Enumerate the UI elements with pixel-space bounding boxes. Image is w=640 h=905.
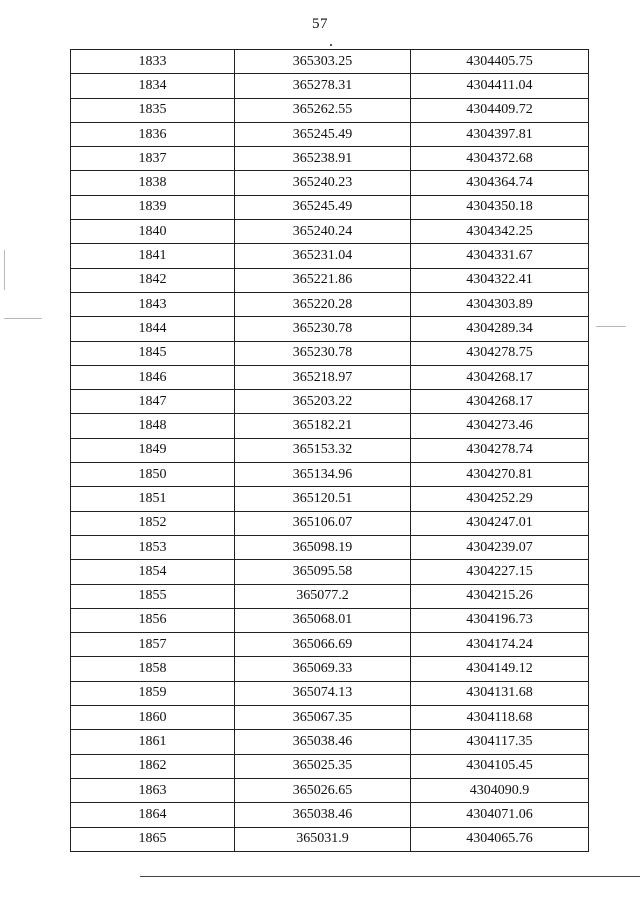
point-number-cell: 1857 xyxy=(71,633,235,657)
table-row xyxy=(71,633,589,657)
y-coordinate-cell: 4304411.04 xyxy=(411,74,589,98)
x-coordinate-cell: 365303.25 xyxy=(235,50,411,74)
x-coordinate-cell: 365106.07 xyxy=(235,511,411,535)
point-number-cell: 1846 xyxy=(71,365,235,389)
x-coordinate-cell: 365231.04 xyxy=(235,244,411,268)
table-row xyxy=(71,122,589,146)
y-coordinate-cell: 4304196.73 xyxy=(411,608,589,632)
table-row xyxy=(71,681,589,705)
point-number-cell: 1852 xyxy=(71,511,235,535)
y-coordinate-cell: 4304149.12 xyxy=(411,657,589,681)
x-coordinate-cell: 365077.2 xyxy=(235,584,411,608)
coordinates-table-body xyxy=(71,50,589,852)
scan-mark-left-upper xyxy=(4,250,5,290)
x-coordinate-cell: 365262.55 xyxy=(235,98,411,122)
x-coordinate-cell: 365153.32 xyxy=(235,438,411,462)
y-coordinate-cell: 4304397.81 xyxy=(411,122,589,146)
bottom-rule xyxy=(140,876,640,877)
point-number-cell: 1862 xyxy=(71,754,235,778)
point-number-cell: 1841 xyxy=(71,244,235,268)
x-coordinate-cell: 365066.69 xyxy=(235,633,411,657)
y-coordinate-cell: 4304364.74 xyxy=(411,171,589,195)
y-coordinate-cell: 4304105.45 xyxy=(411,754,589,778)
x-coordinate-cell: 365038.46 xyxy=(235,730,411,754)
table-row xyxy=(71,706,589,730)
y-coordinate-cell: 4304118.68 xyxy=(411,706,589,730)
y-coordinate-cell: 4304252.29 xyxy=(411,487,589,511)
x-coordinate-cell: 365230.78 xyxy=(235,317,411,341)
table-row xyxy=(71,438,589,462)
y-coordinate-cell: 4304131.68 xyxy=(411,681,589,705)
y-coordinate-cell: 4304071.06 xyxy=(411,803,589,827)
y-coordinate-cell: 4304289.34 xyxy=(411,317,589,341)
point-number-cell: 1851 xyxy=(71,487,235,511)
point-number-cell: 1860 xyxy=(71,706,235,730)
point-number-cell: 1865 xyxy=(71,827,235,851)
x-coordinate-cell: 365095.58 xyxy=(235,560,411,584)
y-coordinate-cell: 4304117.35 xyxy=(411,730,589,754)
table-row xyxy=(71,778,589,802)
x-coordinate-cell: 365068.01 xyxy=(235,608,411,632)
y-coordinate-cell: 4304303.89 xyxy=(411,292,589,316)
page-tick-mark xyxy=(330,44,332,46)
table-row xyxy=(71,535,589,559)
point-number-cell: 1849 xyxy=(71,438,235,462)
table-row xyxy=(71,98,589,122)
x-coordinate-cell: 365182.21 xyxy=(235,414,411,438)
y-coordinate-cell: 4304239.07 xyxy=(411,535,589,559)
point-number-cell: 1835 xyxy=(71,98,235,122)
x-coordinate-cell: 365230.78 xyxy=(235,341,411,365)
x-coordinate-cell: 365098.19 xyxy=(235,535,411,559)
x-coordinate-cell: 365221.86 xyxy=(235,268,411,292)
table-row xyxy=(71,74,589,98)
table-row xyxy=(71,511,589,535)
point-number-cell: 1837 xyxy=(71,147,235,171)
point-number-cell: 1843 xyxy=(71,292,235,316)
x-coordinate-cell: 365220.28 xyxy=(235,292,411,316)
table-row xyxy=(71,487,589,511)
table-row xyxy=(71,292,589,316)
table-row xyxy=(71,147,589,171)
x-coordinate-cell: 365134.96 xyxy=(235,463,411,487)
x-coordinate-cell: 365074.13 xyxy=(235,681,411,705)
point-number-cell: 1836 xyxy=(71,122,235,146)
y-coordinate-cell: 4304227.15 xyxy=(411,560,589,584)
point-number-cell: 1850 xyxy=(71,463,235,487)
x-coordinate-cell: 365245.49 xyxy=(235,195,411,219)
x-coordinate-cell: 365238.91 xyxy=(235,147,411,171)
y-coordinate-cell: 4304273.46 xyxy=(411,414,589,438)
point-number-cell: 1834 xyxy=(71,74,235,98)
scan-mark-right xyxy=(596,326,626,327)
table-row xyxy=(71,560,589,584)
table-row xyxy=(71,195,589,219)
table-row xyxy=(71,268,589,292)
table-row xyxy=(71,317,589,341)
x-coordinate-cell: 365025.35 xyxy=(235,754,411,778)
point-number-cell: 1864 xyxy=(71,803,235,827)
y-coordinate-cell: 4304350.18 xyxy=(411,195,589,219)
y-coordinate-cell: 4304342.25 xyxy=(411,220,589,244)
y-coordinate-cell: 4304270.81 xyxy=(411,463,589,487)
table-row xyxy=(71,608,589,632)
y-coordinate-cell: 4304247.01 xyxy=(411,511,589,535)
point-number-cell: 1838 xyxy=(71,171,235,195)
point-number-cell: 1853 xyxy=(71,535,235,559)
x-coordinate-cell: 365240.24 xyxy=(235,220,411,244)
point-number-cell: 1845 xyxy=(71,341,235,365)
point-number-cell: 1833 xyxy=(71,50,235,74)
point-number-cell: 1855 xyxy=(71,584,235,608)
table-row xyxy=(71,463,589,487)
y-coordinate-cell: 4304278.75 xyxy=(411,341,589,365)
point-number-cell: 1847 xyxy=(71,390,235,414)
x-coordinate-cell: 365026.65 xyxy=(235,778,411,802)
x-coordinate-cell: 365203.22 xyxy=(235,390,411,414)
x-coordinate-cell: 365240.23 xyxy=(235,171,411,195)
table-row xyxy=(71,414,589,438)
table-row xyxy=(71,803,589,827)
y-coordinate-cell: 4304268.17 xyxy=(411,365,589,389)
point-number-cell: 1859 xyxy=(71,681,235,705)
table-row xyxy=(71,584,589,608)
point-number-cell: 1858 xyxy=(71,657,235,681)
y-coordinate-cell: 4304409.72 xyxy=(411,98,589,122)
point-number-cell: 1856 xyxy=(71,608,235,632)
point-number-cell: 1840 xyxy=(71,220,235,244)
table-row xyxy=(71,754,589,778)
y-coordinate-cell: 4304278.74 xyxy=(411,438,589,462)
point-number-cell: 1861 xyxy=(71,730,235,754)
y-coordinate-cell: 4304372.68 xyxy=(411,147,589,171)
table-row xyxy=(71,50,589,74)
table-row xyxy=(71,171,589,195)
page-number: 57 xyxy=(312,16,328,32)
table-row xyxy=(71,341,589,365)
point-number-cell: 1848 xyxy=(71,414,235,438)
point-number-cell: 1844 xyxy=(71,317,235,341)
x-coordinate-cell: 365120.51 xyxy=(235,487,411,511)
x-coordinate-cell: 365218.97 xyxy=(235,365,411,389)
y-coordinate-cell: 4304065.76 xyxy=(411,827,589,851)
table-row xyxy=(71,365,589,389)
scan-mark-left-lower xyxy=(4,318,42,319)
table-row xyxy=(71,244,589,268)
y-coordinate-cell: 4304331.67 xyxy=(411,244,589,268)
x-coordinate-cell: 365278.31 xyxy=(235,74,411,98)
table-row xyxy=(71,390,589,414)
y-coordinate-cell: 4304215.26 xyxy=(411,584,589,608)
y-coordinate-cell: 4304405.75 xyxy=(411,50,589,74)
x-coordinate-cell: 365245.49 xyxy=(235,122,411,146)
table-row xyxy=(71,827,589,851)
y-coordinate-cell: 4304174.24 xyxy=(411,633,589,657)
y-coordinate-cell: 4304268.17 xyxy=(411,390,589,414)
x-coordinate-cell: 365067.35 xyxy=(235,706,411,730)
x-coordinate-cell: 365031.9 xyxy=(235,827,411,851)
table-row xyxy=(71,657,589,681)
y-coordinate-cell: 4304090.9 xyxy=(411,778,589,802)
y-coordinate-cell: 4304322.41 xyxy=(411,268,589,292)
point-number-cell: 1854 xyxy=(71,560,235,584)
coordinates-table xyxy=(70,49,589,852)
x-coordinate-cell: 365038.46 xyxy=(235,803,411,827)
point-number-cell: 1863 xyxy=(71,778,235,802)
table-row xyxy=(71,730,589,754)
point-number-cell: 1842 xyxy=(71,268,235,292)
x-coordinate-cell: 365069.33 xyxy=(235,657,411,681)
point-number-cell: 1839 xyxy=(71,195,235,219)
table-row xyxy=(71,220,589,244)
